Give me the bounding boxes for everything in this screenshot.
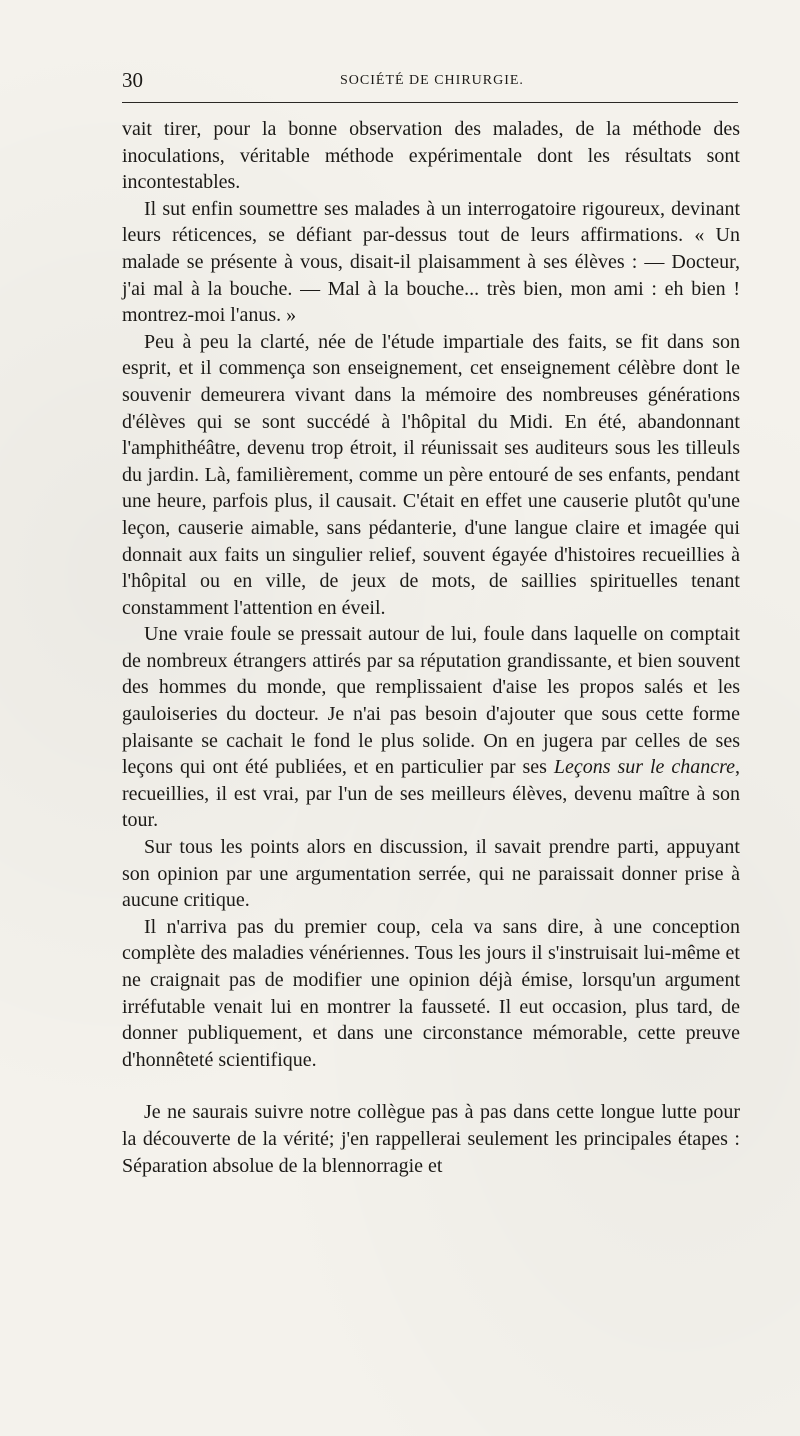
header-rule bbox=[122, 102, 738, 103]
paragraph-3: Peu à peu la clarté, née de l'étude impartiale des faits, se fit dans son esprit, et il commença son enseignement, cet enseignement célèbre dont le souvenir demeurera vivant dans la mémoire des nombreuses générations d'élèves qui se sont succédé à l'hôpital du Midi. En été, abandonnant l'amphithéâtre, devenu trop étroit, il réunissait ses auditeurs sous les tilleuls du jardin. Là, familièrement, comme un père entouré de ses enfants, pendant une heure, parfois plus, il causait. C'était en effet une causerie plutôt qu'une leçon, causerie aimable, sans pédanterie, d'une langue claire et imagée qui donnait aux faits un singulier relief, souvent égayée d'histoires recueillies à l'hôpital ou en ville, de jeux de mots, de saillies spirituelles tenant constamment l'attention en éveil. bbox=[122, 330, 740, 619]
paragraph-1: vait tirer, pour la bonne observation des malades, de la méthode des inoculations, véritable méthode expérimentale dont les résultats sont incontestables. bbox=[122, 118, 740, 194]
body-text bbox=[122, 116, 740, 1179]
paragraph-6: Il n'arriva pas du premier coup, cela va sans dire, à une conception complète des maladies vénériennes. Tous les jours il s'instruisait lui-même et ne craignait pas de modifier une opinion déjà émise, lorsqu'un argument irréfutable venait lui en montrer la fausseté. Il eut occasion, plus tard, de donner publiquement, et dans une circonstance mémorable, cette preuve d'honnêteté scientifique. bbox=[122, 915, 740, 1071]
page-header bbox=[122, 66, 738, 96]
paragraph-4-text-after: , recueillies, il est vrai, par l'un de ses meilleurs élèves, devenu maître à son tour. bbox=[122, 756, 740, 832]
paragraph-5: Sur tous les points alors en discussion, il savait prendre parti, appuyant son opinion par une argumentation serrée, qui ne paraissait donner prise à aucune critique. bbox=[122, 836, 740, 912]
paragraph-4-text-before: Une vraie foule se pressait autour de lui, foule dans laquelle on comptait de nombreux étrangers attirés par sa réputation grandissante, et bien souvent des hommes du monde, que remplissaient d'aise les propos salés et les gauloiseries du docteur. Je n'ai pas besoin d'ajouter que sous cette forme plaisante se cachait le fond le plus solide. On en jugera par celles de ses leçons qui ont été publiées, et en particulier par ses bbox=[122, 623, 740, 779]
paragraph-7: Je ne saurais suivre notre collègue pas à pas dans cette longue lutte pour la découverte de la vérité; j'en rappellerai seulement les principales étapes : Séparation absolue de la blennorragie et bbox=[122, 1101, 740, 1177]
paragraph-4 bbox=[122, 621, 740, 834]
running-title: SOCIÉTÉ DE CHIRURGIE. bbox=[340, 73, 524, 88]
book-title-italic: Leçons sur le chancre bbox=[553, 756, 735, 779]
page-number: 30 bbox=[122, 68, 143, 92]
paragraph-2: Il sut enfin soumettre ses malades à un interrogatoire rigoureux, devinant leurs réticences, se défiant par-dessus tout de leurs affirmations. « Un malade se présente à vous, disait-il plaisamment à ses élèves : — Docteur, j'ai mal à la bouche. — Mal à la bouche... très bien, mon ami : eh bien ! montrez-moi l'anus. » bbox=[122, 197, 740, 327]
